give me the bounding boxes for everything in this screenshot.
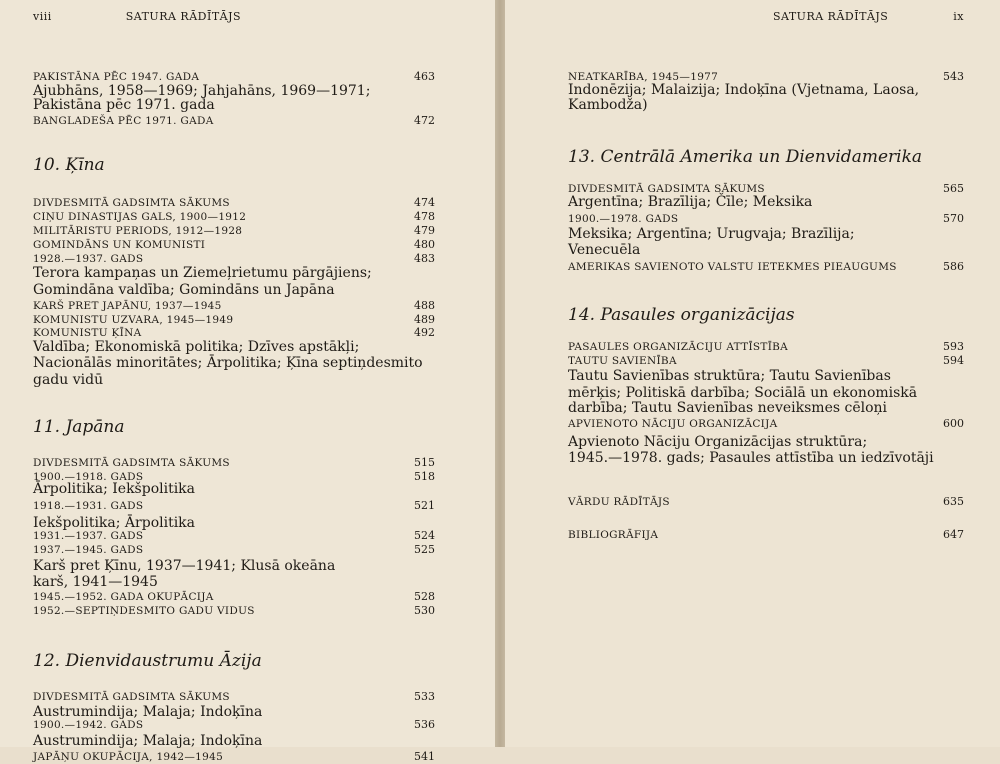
toc-entry-title: 1900.—1978. GADS <box>568 213 679 225</box>
toc-entry <box>33 529 435 543</box>
toc-subtopics: darbība; Tautu Savienības neveiksmes cēloņi <box>568 400 888 416</box>
toc-subtopics: Meksika; Argentīna; Urugvaja; Brazīlija; <box>568 226 855 242</box>
toc-subtopics: Austrumindija; Malaja; Indoķīna <box>33 704 263 720</box>
toc-subtopics: Austrumindija; Malaja; Indoķīna <box>33 733 263 749</box>
toc-entry-title: 1952.—SEPTIŅDESMITO GADU VIDUS <box>33 605 255 617</box>
toc-subtopics: Gomindāna valdība; Gomindāns un Japāna <box>33 282 335 298</box>
toc-entry <box>33 604 435 618</box>
toc-subtopics: Venecuēla <box>568 242 641 258</box>
toc-entry <box>568 260 964 274</box>
toc-entry-page: 515 <box>414 456 435 469</box>
toc-entry-page: 474 <box>414 196 435 209</box>
toc-subtopics: Karš pret Ķīnu, 1937—1941; Klusā okeāna <box>33 558 336 574</box>
toc-entry <box>33 299 435 313</box>
toc-entry-page: 483 <box>414 252 435 265</box>
toc-subtopics: Ajubhāns, 1958—1969; Jahjahāns, 1969—1971; <box>33 83 371 99</box>
running-title-right: SATURA RĀDĪTĀJS <box>772 10 889 23</box>
toc-entry-page: 635 <box>943 495 964 508</box>
running-head-left <box>33 0 435 30</box>
toc-entry <box>568 354 964 368</box>
toc-subtopics: Valdība; Ekonomiskā politika; Dzīves apstākļi; <box>33 339 360 355</box>
toc-subtopics: Pakistāna pēc 1971. gada <box>33 97 215 113</box>
toc-entry-title: 1931.—1937. GADS <box>33 530 144 542</box>
toc-entry-title: 1918.—1931. GADS <box>33 500 144 512</box>
chapter-title: 13. Centrālā Amerika un Dienvidamerika <box>568 147 923 167</box>
toc-entry-title: KARŠ PRET JAPĀNU, 1937—1945 <box>33 300 222 312</box>
toc-subtopics: karš, 1941—1945 <box>33 574 158 590</box>
toc-entry <box>33 196 435 210</box>
toc-subtopics: mērķis; Politiskā darbība; Sociālā un ekonomiskā <box>568 385 918 401</box>
toc-entry-title: KOMUNISTU UZVARA, 1945—1949 <box>33 314 234 326</box>
toc-entry-title: NEATKARĪBA, 1945—1977 <box>568 71 719 83</box>
toc-entry-title: AMERIKAS SAVIENOTO VALSTU IETEKMES PIEAUGUMS <box>568 261 897 273</box>
toc-entry-title: BANGLADEŠA PĒC 1971. GADA <box>33 115 214 127</box>
toc-entry-page: 600 <box>943 417 964 430</box>
toc-entry-page: 536 <box>414 718 435 731</box>
page-number-right: ix <box>953 10 964 23</box>
toc-entry <box>33 456 435 470</box>
toc-entry-page: 530 <box>414 604 435 617</box>
toc-entry-title: 1900.—1942. GADS <box>33 719 144 731</box>
right-page <box>505 0 1000 747</box>
toc-entry-page: 543 <box>943 70 964 83</box>
toc-entry-page: 525 <box>414 543 435 556</box>
toc-entry <box>568 495 964 509</box>
toc-entry <box>33 543 435 557</box>
toc-entry-page: 528 <box>414 590 435 603</box>
toc-entry-page: 541 <box>414 750 435 763</box>
toc-entry <box>568 340 964 354</box>
toc-entry-title: DIVDESMITĀ GADSIMTA SĀKUMS <box>33 197 230 209</box>
toc-subtopics: Nacionālās minoritātes; Ārpolitika; Ķīna septiņdesmito <box>33 355 423 371</box>
toc-entry-page: 488 <box>414 299 435 312</box>
toc-entry-title: TAUTU SAVIENĪBA <box>568 355 677 367</box>
toc-entry-title: BIBLIOGRĀFIJA <box>568 529 659 541</box>
toc-entry-title: GOMINDĀNS UN KOMUNISTI <box>33 239 206 251</box>
toc-entry-title: PAKISTĀNA PĒC 1947. GADA <box>33 71 200 83</box>
toc-entry-page: 480 <box>414 238 435 251</box>
toc-entry-title: JAPĀŅU OKUPĀCIJA, 1942—1945 <box>33 751 224 763</box>
toc-subtopics: Kambodža) <box>568 97 648 113</box>
running-head-right <box>568 0 964 30</box>
toc-entry-page: 492 <box>414 326 435 339</box>
toc-entry-title: APVIENOTO NĀCIJU ORGANIZĀCIJA <box>568 418 778 430</box>
page-number-left: viii <box>33 10 52 23</box>
toc-entry-title: DIVDESMITĀ GADSIMTA SĀKUMS <box>33 457 230 469</box>
toc-entry-title: PASAULES ORGANIZĀCIJU ATTĪSTĪBA <box>568 341 789 353</box>
toc-entry-title: 1937.—1945. GADS <box>33 544 144 556</box>
toc-subtopics: Apvienoto Nāciju Organizācijas struktūra; <box>568 434 868 450</box>
toc-entry-page: 594 <box>943 354 964 367</box>
toc-entry-title: DIVDESMITĀ GADSIMTA SĀKUMS <box>568 183 765 195</box>
toc-entry-page: 479 <box>414 224 435 237</box>
toc-entry <box>568 212 964 226</box>
toc-entry-page: 489 <box>414 313 435 326</box>
toc-entry <box>568 528 964 542</box>
left-page <box>0 0 495 763</box>
toc-entry-page: 521 <box>414 499 435 512</box>
toc-subtopics: Tautu Savienības struktūra; Tautu Savienības <box>568 368 891 384</box>
toc-subtopics: Argentīna; Brazīlija; Čīle; Meksika <box>568 194 813 210</box>
toc-subtopics: Indonēzija; Malaizija; Indoķīna (Vjetnama, Laosa, <box>568 82 920 98</box>
toc-entry <box>33 313 435 327</box>
toc-entry-title: 1900.—1918. GADS <box>33 471 144 483</box>
toc-subtopics: 1945.—1978. gads; Pasaules attīstība un iedzīvotāji <box>568 450 934 466</box>
toc-entry <box>33 252 435 266</box>
toc-subtopics: Iekšpolitika; Ārpolitika <box>33 515 196 531</box>
toc-entry-title: VĀRDU RĀDĪTĀJS <box>568 496 670 508</box>
toc-subtopics: gadu vidū <box>33 372 104 388</box>
toc-entry <box>33 238 435 252</box>
toc-entry-page: 593 <box>943 340 964 353</box>
toc-subtopics: Ārpolitika; Iekšpolitika <box>33 481 196 497</box>
toc-entry-page: 570 <box>943 212 964 225</box>
chapter-title: 12. Dienvidaustrumu Āzija <box>33 651 262 671</box>
toc-entry <box>568 417 964 431</box>
toc-entry <box>33 210 435 224</box>
toc-entry <box>33 690 435 704</box>
toc-entry-page: 524 <box>414 529 435 542</box>
toc-entry-title: MILITĀRISTU PERIODS, 1912—1928 <box>33 225 243 237</box>
toc-entry-page: 647 <box>943 528 964 541</box>
toc-entry <box>33 70 435 84</box>
toc-entry-page: 586 <box>943 260 964 273</box>
toc-entry-title: 1945.—1952. GADA OKUPĀCIJA <box>33 591 214 603</box>
toc-entry-page: 565 <box>943 182 964 195</box>
toc-entry <box>33 718 435 732</box>
toc-subtopics: Terora kampaņas un Ziemeļrietumu pārgājiens; <box>33 265 372 281</box>
chapter-title: 10. Ķīna <box>33 155 105 175</box>
toc-entry-title: 1928.—1937. GADS <box>33 253 144 265</box>
toc-entry-page: 478 <box>414 210 435 223</box>
toc-entry-page: 533 <box>414 690 435 703</box>
toc-entry <box>33 326 435 340</box>
toc-entry <box>33 750 435 764</box>
toc-entry <box>33 499 435 513</box>
toc-entry-title: KOMUNISTU ĶĪNA <box>33 327 142 339</box>
chapter-title: 11. Japāna <box>33 417 125 437</box>
toc-entry <box>33 224 435 238</box>
toc-entry <box>33 114 435 128</box>
toc-entry-page: 518 <box>414 470 435 483</box>
running-title-left: SATURA RĀDĪTĀJS <box>125 10 242 23</box>
chapter-title: 14. Pasaules organizācijas <box>568 305 795 325</box>
toc-entry <box>33 590 435 604</box>
toc-left <box>33 30 435 763</box>
toc-entry-page: 472 <box>414 114 435 127</box>
toc-entry-title: CIŅU DINASTIJAS GALS, 1900—1912 <box>33 211 247 223</box>
toc-right <box>568 30 964 730</box>
toc-entry-title: DIVDESMITĀ GADSIMTA SĀKUMS <box>33 691 230 703</box>
toc-entry-page: 463 <box>414 70 435 83</box>
